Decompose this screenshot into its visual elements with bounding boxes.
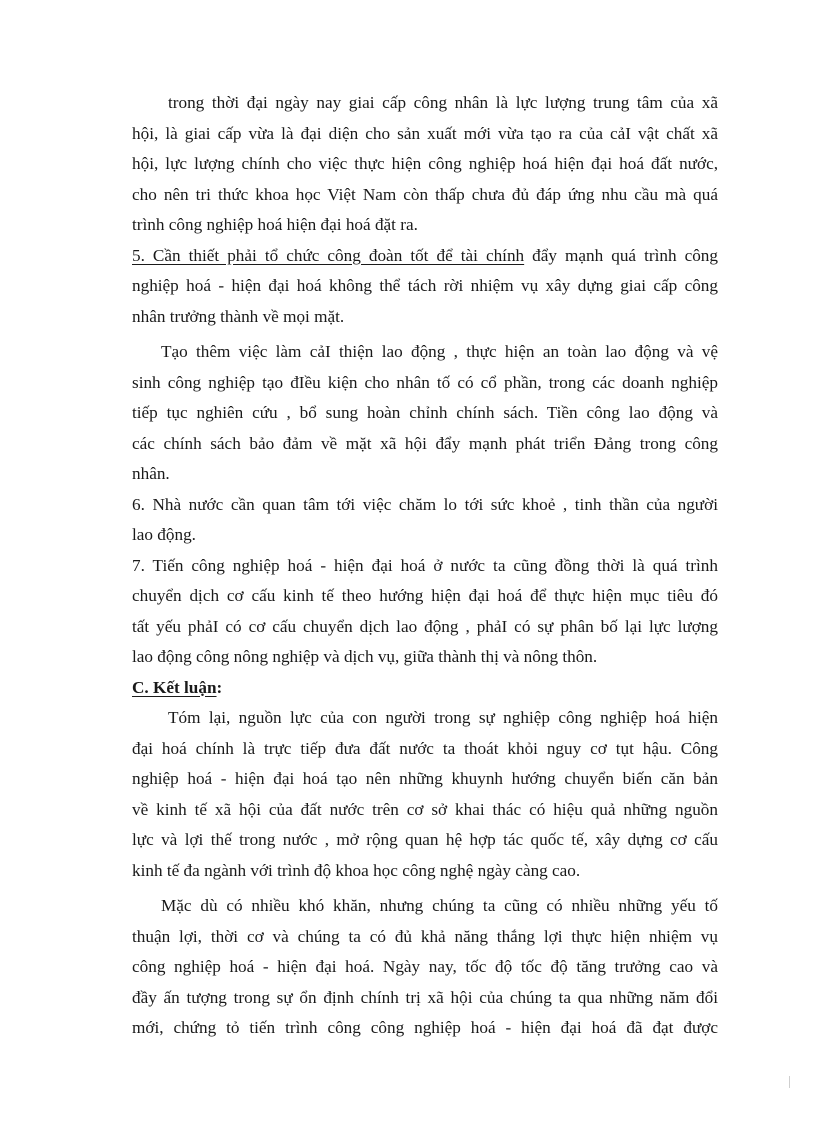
conclusion-heading xyxy=(132,673,718,704)
text-line: các chính sách bảo đảm về mặt xã hội đẩy mạnh phát triển Đảng trong công xyxy=(132,433,718,453)
list-item-6 xyxy=(132,490,718,551)
item-5-title-rest: đẩy mạnh quá trình công xyxy=(524,245,718,265)
text-line: 7. Tiến công nghiệp hoá - hiện đại hoá ở nước ta cũng đồng thời là quá trình xyxy=(132,555,718,575)
text-line: đầy ấn tượng trong sự ổn định chính trị xã hội của chúng ta qua những năm đổi xyxy=(132,987,718,1007)
paragraph-continuation xyxy=(132,88,718,241)
text-line: tiếp tục nghiên cứu , bổ sung hoàn chỉnh chính sách. Tiền công lao động và xyxy=(132,403,718,422)
text-line: nhân trưởng thành về mọi mặt. xyxy=(132,306,345,326)
text-line: mới, chứng tỏ tiến trình công công nghiệp hoá - hiện đại hoá đã đạt được xyxy=(132,1018,718,1037)
text-line: lao động. xyxy=(132,525,196,544)
list-item-5 xyxy=(132,241,718,333)
item-5-underlined-title: 5. Cần thiết phải tổ chức công đoàn tốt để tài chính xyxy=(132,245,525,265)
text-line: trong thời đại ngày nay giai cấp công nhân là lực lượng trung tâm của xã xyxy=(168,93,718,112)
text-line: đại hoá chính là trực tiếp đưa đất nước ta thoát khỏi nguy cơ tụt hậu. Công xyxy=(132,738,718,758)
text-line: Tóm lại, nguồn lực của con người trong sự nghiệp công nghiệp hoá hiện xyxy=(168,708,718,727)
text-line: kinh tế đa ngành với trình độ khoa học công nghệ ngày càng cao. xyxy=(132,860,581,880)
text-line: thuận lợi, thời cơ và chúng ta có đủ khả năng thắng lợi thực hiện nhiệm vụ xyxy=(132,926,718,946)
text-line: nghiệp hoá - hiện đại hoá tạo nên những khuynh hướng chuyển biến căn bản xyxy=(132,769,718,788)
text-line xyxy=(132,241,718,272)
text-line: công nghiệp hoá - hiện đại hoá. Ngày nay, tốc độ tốc độ tăng trưởng cao và xyxy=(132,957,718,976)
conclusion-heading-colon: : xyxy=(216,677,223,697)
scan-mark xyxy=(789,1076,790,1088)
text-line: tất yếu phảI có cơ cấu chuyển dịch lao động , phảI có sự phân bố lại lực lượng xyxy=(132,616,718,636)
paragraph-labor xyxy=(132,337,718,490)
text-line: cho nên tri thức khoa học Việt Nam còn thấp chưa đủ đáp ứng nhu cầu mà quá xyxy=(132,184,718,204)
text-line: nhân. xyxy=(132,464,170,483)
conclusion-paragraph-1 xyxy=(132,703,718,886)
list-item-7 xyxy=(132,551,718,673)
text-line: 6. Nhà nước cần quan tâm tới việc chăm lo tới sức khoẻ , tinh thần của người xyxy=(132,494,718,514)
text-line: về kinh tế xã hội của đất nước trên cơ sở khai thác có hiệu quả những nguồn xyxy=(132,799,718,819)
text-line: lao động công nông nghiệp và dịch vụ, giữa thành thị và nông thôn. xyxy=(132,647,598,666)
text-line: sinh công nghiệp tạo đIều kiện cho nhân tố có cổ phần, trong các doanh nghiệp xyxy=(132,372,718,392)
text-line: lực và lợi thế trong nước , mở rộng quan hệ hợp tác quốc tế, xây dựng cơ cấu xyxy=(132,830,718,849)
document-page xyxy=(132,88,718,1044)
text-line: hội, là giai cấp vừa là đại diện cho sản xuất mới vừa tạo ra của cảI vật chất xã xyxy=(132,123,718,143)
conclusion-heading-text: C. Kết luận xyxy=(132,677,217,697)
conclusion-paragraph-2 xyxy=(132,891,718,1044)
text-line: nghiệp hoá - hiện đại hoá không thể tách rời nhiệm vụ xây dựng giai cấp công xyxy=(132,276,718,295)
text-line: Tạo thêm việc làm cảI thiện lao động , thực hiện an toàn lao động và vệ xyxy=(161,342,718,361)
text-line: hội, lực lượng chính cho việc thực hiện công nghiệp hoá hiện đại hoá đất nước, xyxy=(132,154,718,173)
text-line: chuyển dịch cơ cấu kinh tế theo hướng hiện đại hoá để thực hiện mục tiêu đó xyxy=(132,586,718,605)
text-line: Mặc dù có nhiều khó khăn, nhưng chúng ta cũng có nhiều những yếu tố xyxy=(161,896,718,915)
text-line: trình công nghiệp hoá hiện đại hoá đặt ra. xyxy=(132,215,418,234)
